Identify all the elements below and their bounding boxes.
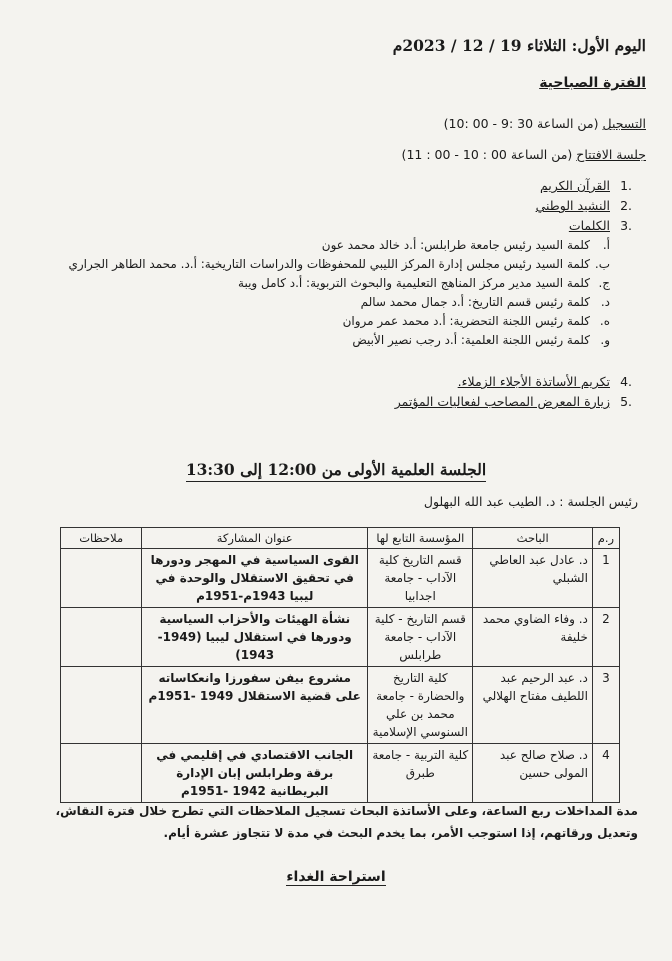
day-heading: اليوم الأول: الثلاثاء 19 / 12 / 2023م — [392, 36, 646, 55]
agenda-item — [32, 176, 632, 196]
agenda-item-text: تكريم الأساتذة الأجلاء الزملاء. — [457, 374, 610, 389]
speech-item — [32, 293, 610, 312]
cell-notes — [61, 667, 142, 744]
cell-researcher: د. عادل عبد العاطي الشبلي — [473, 549, 592, 608]
cell-researcher: د. صلاح صالح عبد المولى حسين — [473, 744, 592, 803]
agenda-item — [32, 216, 632, 350]
opening-label: جلسة الافتتاح — [576, 147, 646, 162]
agenda-item-text: القرآن الكريم — [539, 178, 610, 193]
cell-title: الجانب الاقتصادي في إقليمي في برقة وطرابلس إبان الإدارة البريطانية 1942 -1951م — [142, 744, 368, 803]
speech-item — [32, 255, 610, 274]
cell-title: القوى السياسية في المهجر ودورها في تحقيق الاستقلال والوحدة في ليبيا 1943م-1951م — [142, 549, 368, 608]
agenda-item-text: زيارة المعرض المصاحب لفعاليات المؤتمر — [394, 394, 610, 409]
cell-institution: قسم التاريخ كلية الآداب - جامعة اجدابيا — [368, 549, 473, 608]
cell-title: مشروع بيفن سفورزا وانعكاساته على قضية الاستقلال 1949 -1951م — [142, 667, 368, 744]
speech-item-letter: ه. — [599, 314, 610, 328]
cell-institution: كلية التاريخ والحضارة - جامعة محمد بن علي السنوسي الإسلامية — [368, 667, 473, 744]
speech-item-letter: و. — [600, 333, 610, 347]
speech-item-text: كلمة رئيس اللجنة التحضرية: أ.د محمد عمر مروان — [342, 314, 590, 328]
cell-title: نشأة الهيئات والأحزاب السياسية ودورها في استقلال ليبيا (1949-1943) — [142, 608, 368, 667]
speech-item — [32, 236, 610, 255]
agenda-item — [32, 372, 632, 392]
table-row — [61, 608, 620, 667]
cell-researcher: د. وفاء الضاوي محمد خليفة — [473, 608, 592, 667]
agenda-item-text: الكلمات — [568, 218, 610, 233]
speech-item — [32, 274, 610, 293]
speech-item-letter: ج. — [598, 276, 610, 290]
registration-time: (من الساعة 30 :9 - 00 :10) — [443, 116, 599, 131]
table-header-row — [61, 528, 620, 549]
papers-table — [60, 527, 620, 803]
cell-institution: قسم التاريخ - كلية الآداب - جامعة طرابلس — [368, 608, 473, 667]
table-row — [61, 744, 620, 803]
header-institution: المؤسسة التابع لها — [368, 528, 473, 549]
cell-notes — [61, 744, 142, 803]
speech-item-text: كلمة السيد رئيس مجلس إدارة المركز الليبي للمحفوظات والدراسات التاريخية: أ.د. محمد الطاهر الجراري — [68, 257, 590, 271]
registration-label: التسجيل — [602, 116, 646, 131]
speech-item-text: كلمة السيد رئيس جامعة طرابلس: أ.د خالد محمد عون — [321, 238, 590, 252]
agenda-item-number: .1 — [620, 178, 632, 193]
opening-line — [402, 147, 646, 162]
agenda-item-number: .5 — [620, 394, 632, 409]
speech-item-letter: ب. — [594, 257, 610, 271]
speech-item-text: كلمة رئيس قسم التاريخ: أ.د جمال محمد سالم — [360, 295, 590, 309]
speech-item-text: كلمة رئيس اللجنة العلمية: أ.د رجب نصير الأبيض — [352, 333, 590, 347]
speech-item — [32, 331, 610, 350]
cell-number: 1 — [592, 549, 619, 608]
morning-period-heading: الفترة الصباحية — [539, 75, 646, 91]
agenda-item — [32, 196, 632, 216]
cell-researcher: د. عبد الرحيم عبد اللطيف مفتاح الهلالي — [473, 667, 592, 744]
header-researcher: الباحث — [473, 528, 592, 549]
speech-item-text: كلمة السيد مدير مركز المناهج التعليمية والبحوث التربوية: أ.د كامل ويبة — [238, 276, 590, 290]
header-notes: ملاحظات — [61, 528, 142, 549]
header-title: عنوان المشاركة — [142, 528, 368, 549]
agenda-item-text: النشيد الوطني — [535, 198, 610, 213]
agenda-item — [32, 392, 632, 412]
agenda-item-number: .2 — [620, 198, 632, 213]
table-row — [61, 549, 620, 608]
speech-item — [32, 312, 610, 331]
footer-note: مدة المداخلات ربع الساعة، وعلى الأساتذة البحاث تسجيل الملاحظات التي تطرح خلال فترة النقاش، وتعديل ورقاتهم، إذا استوجب الأمر، بما يخدم البحث في مدة لا تتجاوز عشرة أيام. — [55, 804, 638, 840]
table-row — [61, 667, 620, 744]
lunch-break — [0, 869, 672, 885]
session-chair: رئيس الجلسة : د. الطيب عبد الله البهلول — [423, 494, 638, 509]
cell-notes — [61, 608, 142, 667]
speech-item-letter: د. — [600, 295, 610, 309]
agenda-item-number: .4 — [620, 374, 632, 389]
cell-number: 3 — [592, 667, 619, 744]
agenda-list — [32, 176, 632, 412]
registration-line — [444, 116, 646, 131]
cell-notes — [61, 549, 142, 608]
cell-institution: كلية التربية - جامعة طبرق — [368, 744, 473, 803]
agenda-item-number: .3 — [620, 218, 632, 233]
speeches-list — [32, 236, 610, 350]
speech-item-letter: أ. — [602, 238, 610, 252]
cell-number: 2 — [592, 608, 619, 667]
lunch-break-text: استراحة الغداء — [286, 869, 386, 885]
session-title — [0, 460, 672, 479]
cell-number: 4 — [592, 744, 619, 803]
opening-time: (من الساعة 00 : 10 - 00 : 11) — [401, 147, 573, 162]
session-title-text: الجلسة العلمية الأولى من 12:00 إلى 13:30 — [186, 460, 486, 482]
header-number: ر.م — [592, 528, 619, 549]
